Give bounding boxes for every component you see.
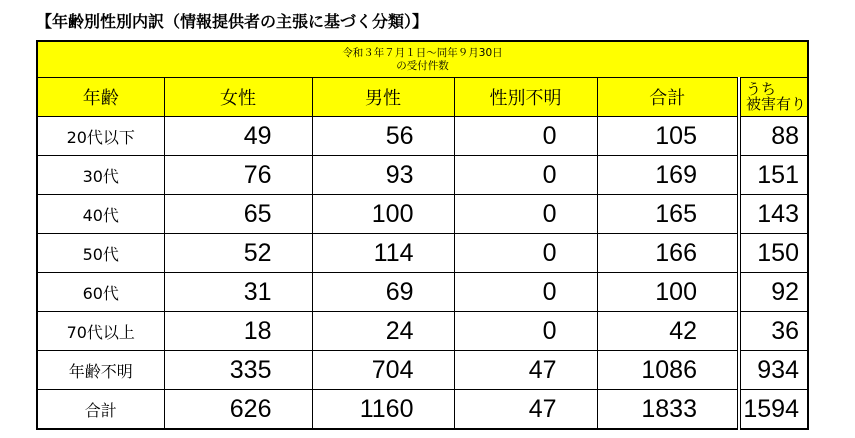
table-row: [37, 351, 808, 390]
table-row: [37, 156, 808, 195]
unknown-cell: 47: [454, 351, 597, 390]
total-cell: 165: [597, 195, 739, 234]
period-banner-line2: の受付件数: [396, 59, 449, 72]
male-cell: 1160: [312, 390, 454, 430]
female-cell: 18: [164, 312, 312, 351]
harmed-cell: 92: [739, 273, 808, 312]
table-row: [37, 117, 808, 156]
total-cell: 166: [597, 234, 739, 273]
document-title: 【年齢別性別内訳（情報提供者の主張に基づく分類）】: [36, 12, 429, 31]
header-female: 女性: [164, 78, 312, 117]
unknown-cell: 0: [454, 312, 597, 351]
male-cell: 56: [312, 117, 454, 156]
male-cell: 114: [312, 234, 454, 273]
female-cell: 76: [164, 156, 312, 195]
harmed-cell: 36: [739, 312, 808, 351]
female-cell: 335: [164, 351, 312, 390]
male-cell: 93: [312, 156, 454, 195]
header-harmed-line2: 被害有り: [746, 95, 807, 113]
unknown-cell: 0: [454, 156, 597, 195]
table-row: [37, 312, 808, 351]
age-cell: 40代: [37, 195, 164, 234]
header-total: 合計: [597, 78, 739, 117]
unknown-cell: 0: [454, 273, 597, 312]
male-cell: 100: [312, 195, 454, 234]
header-harmed: [739, 78, 808, 117]
period-banner: [37, 41, 808, 78]
table-row: [37, 273, 808, 312]
unknown-cell: 47: [454, 390, 597, 430]
unknown-cell: 0: [454, 234, 597, 273]
age-cell: 年齢不明: [37, 351, 164, 390]
harmed-cell: 143: [739, 195, 808, 234]
harmed-cell: 934: [739, 351, 808, 390]
header-row: [37, 78, 808, 117]
period-banner-line1: 令和３年７月１日～同年９月30日: [342, 46, 503, 59]
harmed-cell: 88: [739, 117, 808, 156]
male-cell: 24: [312, 312, 454, 351]
harmed-cell: 150: [739, 234, 808, 273]
age-cell: 70代以上: [37, 312, 164, 351]
table-row: [37, 234, 808, 273]
total-cell: 42: [597, 312, 739, 351]
table-row-total: [37, 390, 808, 430]
header-unknown: 性別不明: [454, 78, 597, 117]
age-cell: 30代: [37, 156, 164, 195]
age-gender-table: [36, 40, 809, 430]
age-cell: 50代: [37, 234, 164, 273]
table-row: [37, 195, 808, 234]
female-cell: 49: [164, 117, 312, 156]
total-cell: 1086: [597, 351, 739, 390]
female-cell: 65: [164, 195, 312, 234]
age-cell: 20代以下: [37, 117, 164, 156]
total-cell: 1833: [597, 390, 739, 430]
female-cell: 31: [164, 273, 312, 312]
male-cell: 704: [312, 351, 454, 390]
female-cell: 626: [164, 390, 312, 430]
age-cell: 60代: [37, 273, 164, 312]
header-age: 年齢: [37, 78, 164, 117]
age-cell: 合計: [37, 390, 164, 430]
header-harmed-line1: うち: [746, 80, 777, 98]
period-banner-row: [37, 41, 808, 78]
female-cell: 52: [164, 234, 312, 273]
unknown-cell: 0: [454, 195, 597, 234]
harmed-cell: 1594: [739, 390, 808, 430]
header-male: 男性: [312, 78, 454, 117]
unknown-cell: 0: [454, 117, 597, 156]
total-cell: 105: [597, 117, 739, 156]
total-cell: 169: [597, 156, 739, 195]
total-cell: 100: [597, 273, 739, 312]
harmed-cell: 151: [739, 156, 808, 195]
male-cell: 69: [312, 273, 454, 312]
